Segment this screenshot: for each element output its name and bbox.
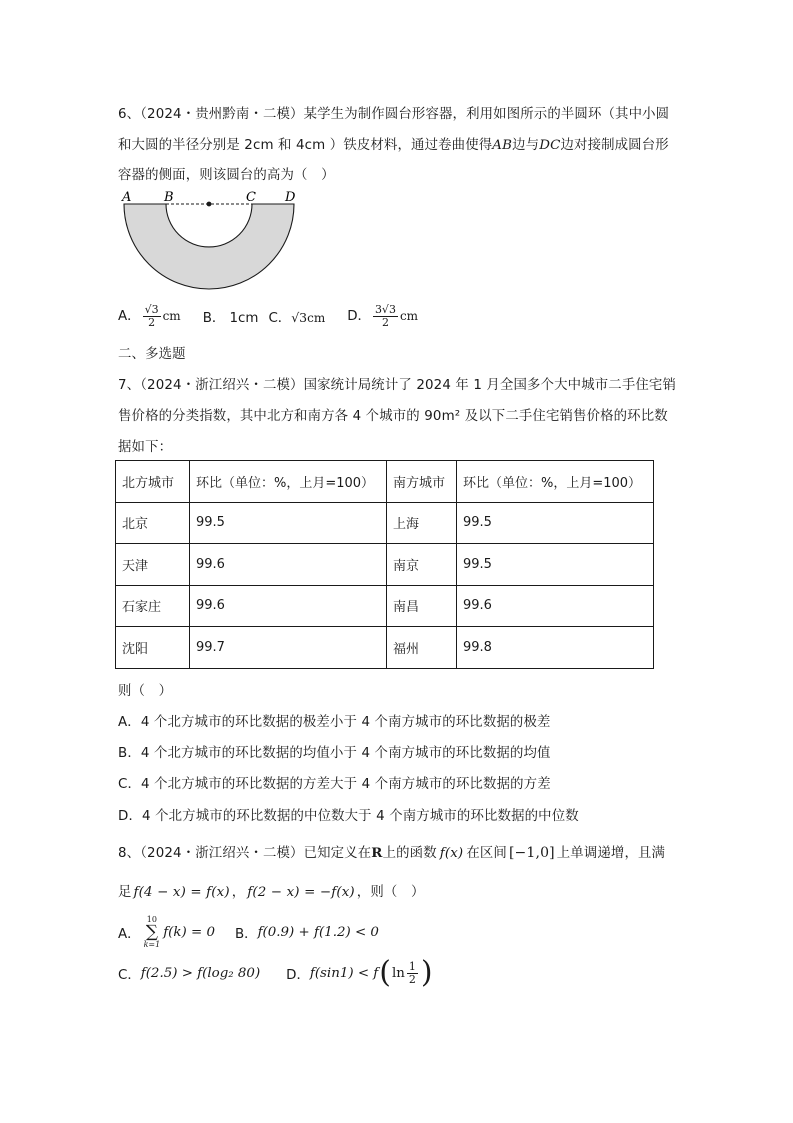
price-index-table [115,460,654,669]
q6-option-d-label: D． [347,309,371,324]
label-a: A [122,190,132,205]
label-c: C [246,190,256,205]
table-header-cell: 环比（单位：%，上月=100） [190,461,387,503]
q6-options [118,298,418,334]
table-cell: 99.6 [190,585,387,627]
q8-option-d-num: 1 [408,959,416,973]
q6-line2-a: 和大圆的半径分别是 2cm 和 4cm ）铁皮材料，通过卷曲使得 [118,138,493,153]
label-b: B [164,190,174,205]
table-row [116,544,654,586]
q7-line2: 售价格的分类指数，其中北方和南方各 4 个城市的 90m² 及以下二手住宅销售价格的环比数 [118,409,668,424]
table-cell: 99.5 [457,502,654,544]
q6-option-a-unit: cm [162,309,181,323]
table-cell: 天津 [116,544,190,586]
q8-option-d-fraction [407,961,418,985]
q8-option-b-expr: f(0.9) + f(1.2) < 0 [257,924,379,940]
q8-line1-a: 8、（2024・浙江绍兴・二模）已知定义在 [118,846,372,861]
q8-equation-1: f(4 − x) = f(x) [133,885,230,900]
left-paren-icon: ( [379,955,391,990]
q8-option-c-expr: f(2.5) > f(log₂ 80) [140,965,261,981]
q6-option-c [268,307,325,326]
q8-function: f(x) [439,846,464,861]
annulus-shape [124,204,294,289]
q8-option-a-expr: f(k) = 0 [163,924,215,940]
table-row [116,585,654,627]
table-cell: 99.5 [190,502,387,544]
q7-option-c: C．4 个北方城市的环比数据的方差大于 4 个南方城市的环比数据的方差 [118,777,551,792]
q7-then: 则（ ） [118,684,173,699]
q8-option-c-label: C． [118,967,141,983]
q6-seg-ab: AB [492,138,513,153]
q6-option-d-den: 2 [381,315,389,329]
table-header-cell: 环比（单位：%，上月=100） [457,461,654,503]
q8-line1 [118,842,665,861]
table-header-row [116,461,654,503]
q8-sum-lower: k=1 [143,939,161,949]
q8-line2-b: ，则（ ） [356,885,425,900]
q6-line2-c: 边对接制成圆台形 [560,138,669,153]
semi-annulus-figure [110,186,310,294]
q8-option-a-sum [144,916,161,949]
table-cell: 沈阳 [116,627,190,669]
q7-line3: 据如下： [118,440,173,455]
q8-options-row2 [118,953,434,993]
q8-option-b-label: B． [234,926,258,942]
q6-option-c-label: C． [268,310,292,326]
q6-option-a-fraction [143,304,161,328]
table-header-cell: 北方城市 [116,461,190,503]
q6-option-c-unit: cm [307,310,326,325]
q8-line1-d: 上单调递增，且满 [556,846,666,861]
table-cell: 99.6 [457,585,654,627]
table-cell: 99.8 [457,627,654,669]
section-heading-multiple-choice: 二、多选题 [118,347,186,362]
table-cell: 石家庄 [116,585,190,627]
q8-equation-2: f(2 − x) = −f(x) [247,885,355,900]
table-row [116,627,654,669]
q8-options-row1 [118,912,379,952]
q6-line3: 容器的侧面，则该圆台的高为（ ） [118,168,335,183]
table-cell: 上海 [387,502,457,544]
table-row [116,502,654,544]
q8-line2 [118,881,424,900]
q7-option-d: D．4 个北方城市的环比数据的中位数大于 4 个南方城市的环比数据的中位数 [118,809,579,824]
q8-option-d-label: D． [286,967,310,983]
table-cell: 99.5 [457,544,654,586]
q6-option-d [347,304,418,328]
table-header-cell: 南方城市 [387,461,457,503]
sigma-icon: ∑ [145,921,158,942]
q7-line1: 7、（2024・浙江绍兴・二模）国家统计局统计了 2024 年 1 月全国多个大中城市二手住宅销 [118,378,676,393]
table-cell: 99.7 [190,627,387,669]
right-paren-icon: ) [420,955,433,990]
q6-line1: 6、（2024・贵州黔南・二模）某学生为制作圆台形容器，利用如图所示的半圆环（其中小圆 [118,107,670,122]
q7-option-a: A．4 个北方城市的环比数据的极差小于 4 个南方城市的环比数据的极差 [118,715,551,730]
label-d: D [285,190,296,205]
q8-option-d-den: 2 [408,972,416,986]
q6-line2-b: 边与 [512,138,540,153]
q6-option-d-unit: cm [399,309,419,323]
q8-option-d-expr: f(sin1) < f [309,965,379,981]
q8-separator: ， [231,885,246,900]
q8-option-d-ln: ln [392,965,405,981]
table-cell: 北京 [116,502,190,544]
q6-option-a-num: √3 [144,302,159,316]
q8-line1-b: 上的函数 [382,846,437,861]
q8-option-a-label: A． [118,926,141,942]
q6-option-c-value: √3 [291,309,308,325]
q6-option-a [118,304,181,328]
q6-option-a-label: A． [118,309,141,324]
q7-option-b: B．4 个北方城市的环比数据的均值小于 4 个南方城市的环比数据的均值 [118,746,551,761]
q8-interval: [−1,0] [508,845,555,861]
q6-option-d-num: 3√3 [374,302,396,316]
q6-option-d-fraction [373,304,398,328]
q6-option-a-den: 2 [148,315,156,329]
table-cell: 南昌 [387,585,457,627]
center-dot [207,202,212,207]
table-cell: 福州 [387,627,457,669]
table-cell: 99.6 [190,544,387,586]
q6-line2 [118,134,669,153]
q8-line1-c: 在区间 [466,846,507,861]
q8-sum-upper: 10 [146,914,157,924]
q8-line2-a: 足 [118,885,132,900]
q6-seg-dc: DC [539,138,561,153]
q8-set-r: R [371,845,383,861]
q6-option-b: B． 1cm [202,310,259,326]
table-cell: 南京 [387,544,457,586]
